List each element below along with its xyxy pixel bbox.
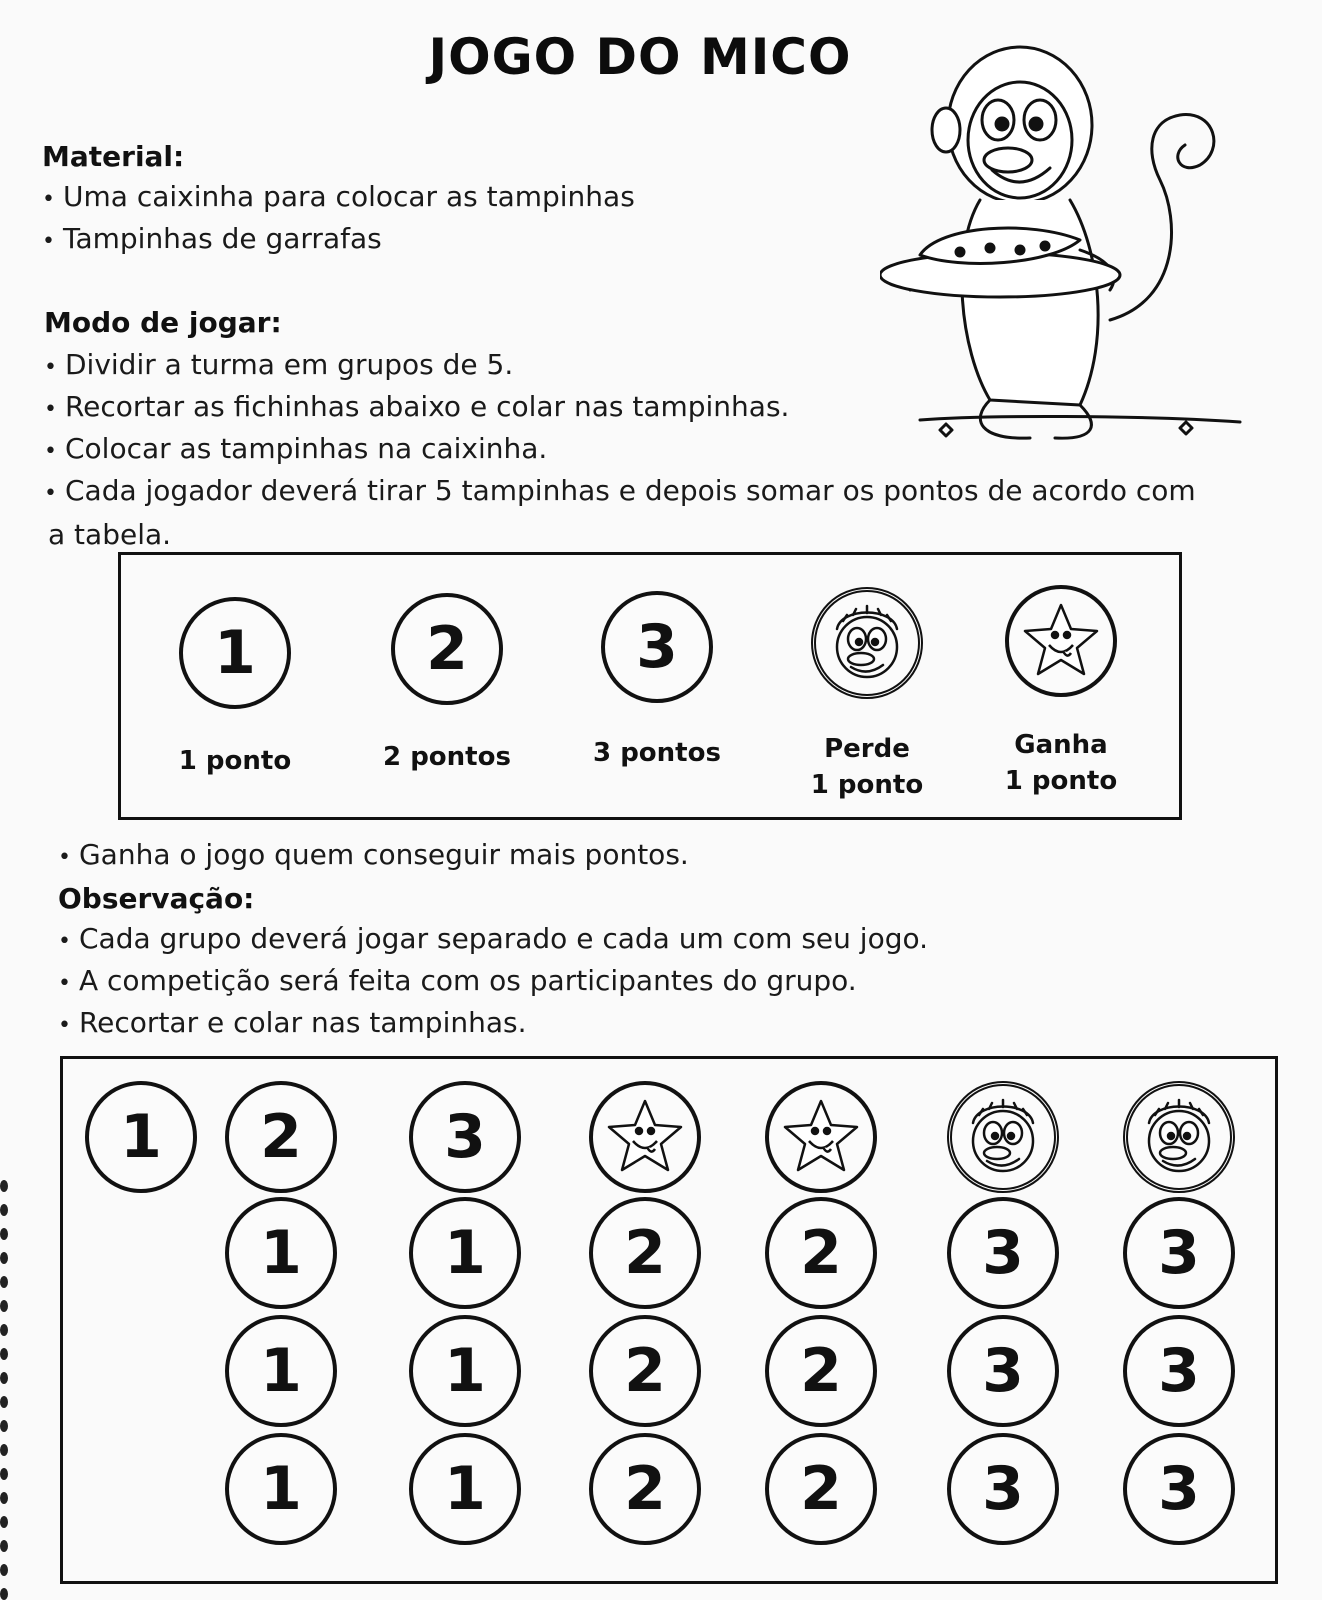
cutout-coin: 3	[1123, 1197, 1235, 1309]
cutout-coin: 1	[225, 1433, 337, 1545]
caption-line: 2 pontos	[383, 742, 511, 772]
caption-line: 1 ponto	[810, 770, 924, 800]
smiling-star-icon	[589, 1081, 701, 1193]
observacao-item: • Cada grupo deverá jogar separado e cada um com seu jogo.	[58, 922, 928, 955]
spiral-dot	[0, 1540, 8, 1552]
spiral-dot	[0, 1420, 8, 1432]
cutout-grid	[60, 1056, 1278, 1584]
cutout-coin: 2	[589, 1315, 701, 1427]
cutout-coin: 3	[947, 1315, 1059, 1427]
modo-item: • Cada jogador deverá tirar 5 tampinhas e depois somar os pontos de acordo com	[44, 474, 1196, 507]
observacao-item: • A competição será feita com os participantes do grupo.	[58, 964, 857, 997]
caption-line: 3 pontos	[593, 738, 721, 768]
monkey-face-icon	[947, 1081, 1059, 1193]
monkey-face-svg	[1135, 1093, 1223, 1181]
spiral-dot	[0, 1396, 8, 1408]
caption-line: Ganha	[1014, 730, 1108, 760]
cutout-coin: 2	[765, 1315, 877, 1427]
spiral-dot	[0, 1564, 8, 1576]
points-table	[118, 552, 1182, 820]
cutout-coin: 1	[409, 1433, 521, 1545]
material-item: • Tampinhas de garrafas	[42, 222, 382, 255]
caption-line: 1 ponto	[178, 746, 292, 776]
spiral-dot	[0, 1324, 8, 1336]
modo-continuation: a tabela.	[48, 518, 172, 551]
spiral-dot	[0, 1276, 8, 1288]
modo-heading: Modo de jogar:	[44, 306, 282, 339]
monkey-face-svg	[959, 1093, 1047, 1181]
monkey-face-icon	[811, 587, 923, 699]
spiral-dot	[0, 1300, 8, 1312]
cutout-coin: 2	[225, 1081, 337, 1193]
modo-item: • Recortar as fichinhas abaixo e colar nas tampinhas.	[44, 390, 789, 423]
caption-line: Perde	[824, 734, 910, 764]
win-line: • Ganha o jogo quem conseguir mais pontos.	[58, 838, 689, 871]
caption	[150, 743, 320, 779]
coin-2: 2	[391, 593, 503, 705]
spiral-dot	[0, 1444, 8, 1456]
cutout-coin: 3	[947, 1433, 1059, 1545]
cutout-coin: 1	[225, 1315, 337, 1427]
cutout-coin: 3	[1123, 1315, 1235, 1427]
cutout-coin: 2	[765, 1197, 877, 1309]
observacao-item: • Recortar e colar nas tampinhas.	[58, 1006, 527, 1039]
cutout-coin: 2	[589, 1433, 701, 1545]
spiral-dot	[0, 1180, 8, 1192]
monkey-illustration	[880, 20, 1260, 460]
caption	[572, 735, 742, 771]
cutout-coin: 1	[409, 1197, 521, 1309]
observacao-heading: Observação:	[58, 882, 255, 915]
spiral-dot	[0, 1348, 8, 1360]
caption	[782, 731, 952, 803]
spiral-dot	[0, 1372, 8, 1384]
spiral-dot	[0, 1492, 8, 1504]
caption	[362, 739, 532, 775]
monkey-face-svg	[823, 599, 911, 687]
page-title: JOGO DO MICO	[428, 28, 852, 86]
cutout-coin: 3	[409, 1081, 521, 1193]
cutout-coin: 3	[1123, 1433, 1235, 1545]
cutout-coin: 2	[589, 1197, 701, 1309]
smiling-star-svg	[601, 1093, 689, 1181]
spiral-dot	[0, 1588, 8, 1600]
cutout-coin: 3	[947, 1197, 1059, 1309]
cutout-coin: 2	[765, 1433, 877, 1545]
coin-3: 3	[601, 591, 713, 703]
caption-line: 1 ponto	[1004, 766, 1118, 796]
spiral-dot	[0, 1516, 8, 1528]
material-heading: Material:	[42, 140, 185, 173]
modo-item: • Colocar as tampinhas na caixinha.	[44, 432, 547, 465]
cutout-coin: 1	[409, 1315, 521, 1427]
spiral-dot	[0, 1468, 8, 1480]
smiling-star-svg	[777, 1093, 865, 1181]
cutout-coin: 1	[85, 1081, 197, 1193]
spiral-dot	[0, 1228, 8, 1240]
smiling-star-svg	[1017, 597, 1105, 685]
cutout-coin: 1	[225, 1197, 337, 1309]
spiral-dot	[0, 1252, 8, 1264]
material-item: • Uma caixinha para colocar as tampinhas	[42, 180, 635, 213]
monkey-face-icon	[1123, 1081, 1235, 1193]
caption	[976, 727, 1146, 799]
smiling-star-icon	[765, 1081, 877, 1193]
coin-1: 1	[179, 597, 291, 709]
smiling-star-icon	[1005, 585, 1117, 697]
spiral-dot	[0, 1204, 8, 1216]
modo-item: • Dividir a turma em grupos de 5.	[44, 348, 513, 381]
